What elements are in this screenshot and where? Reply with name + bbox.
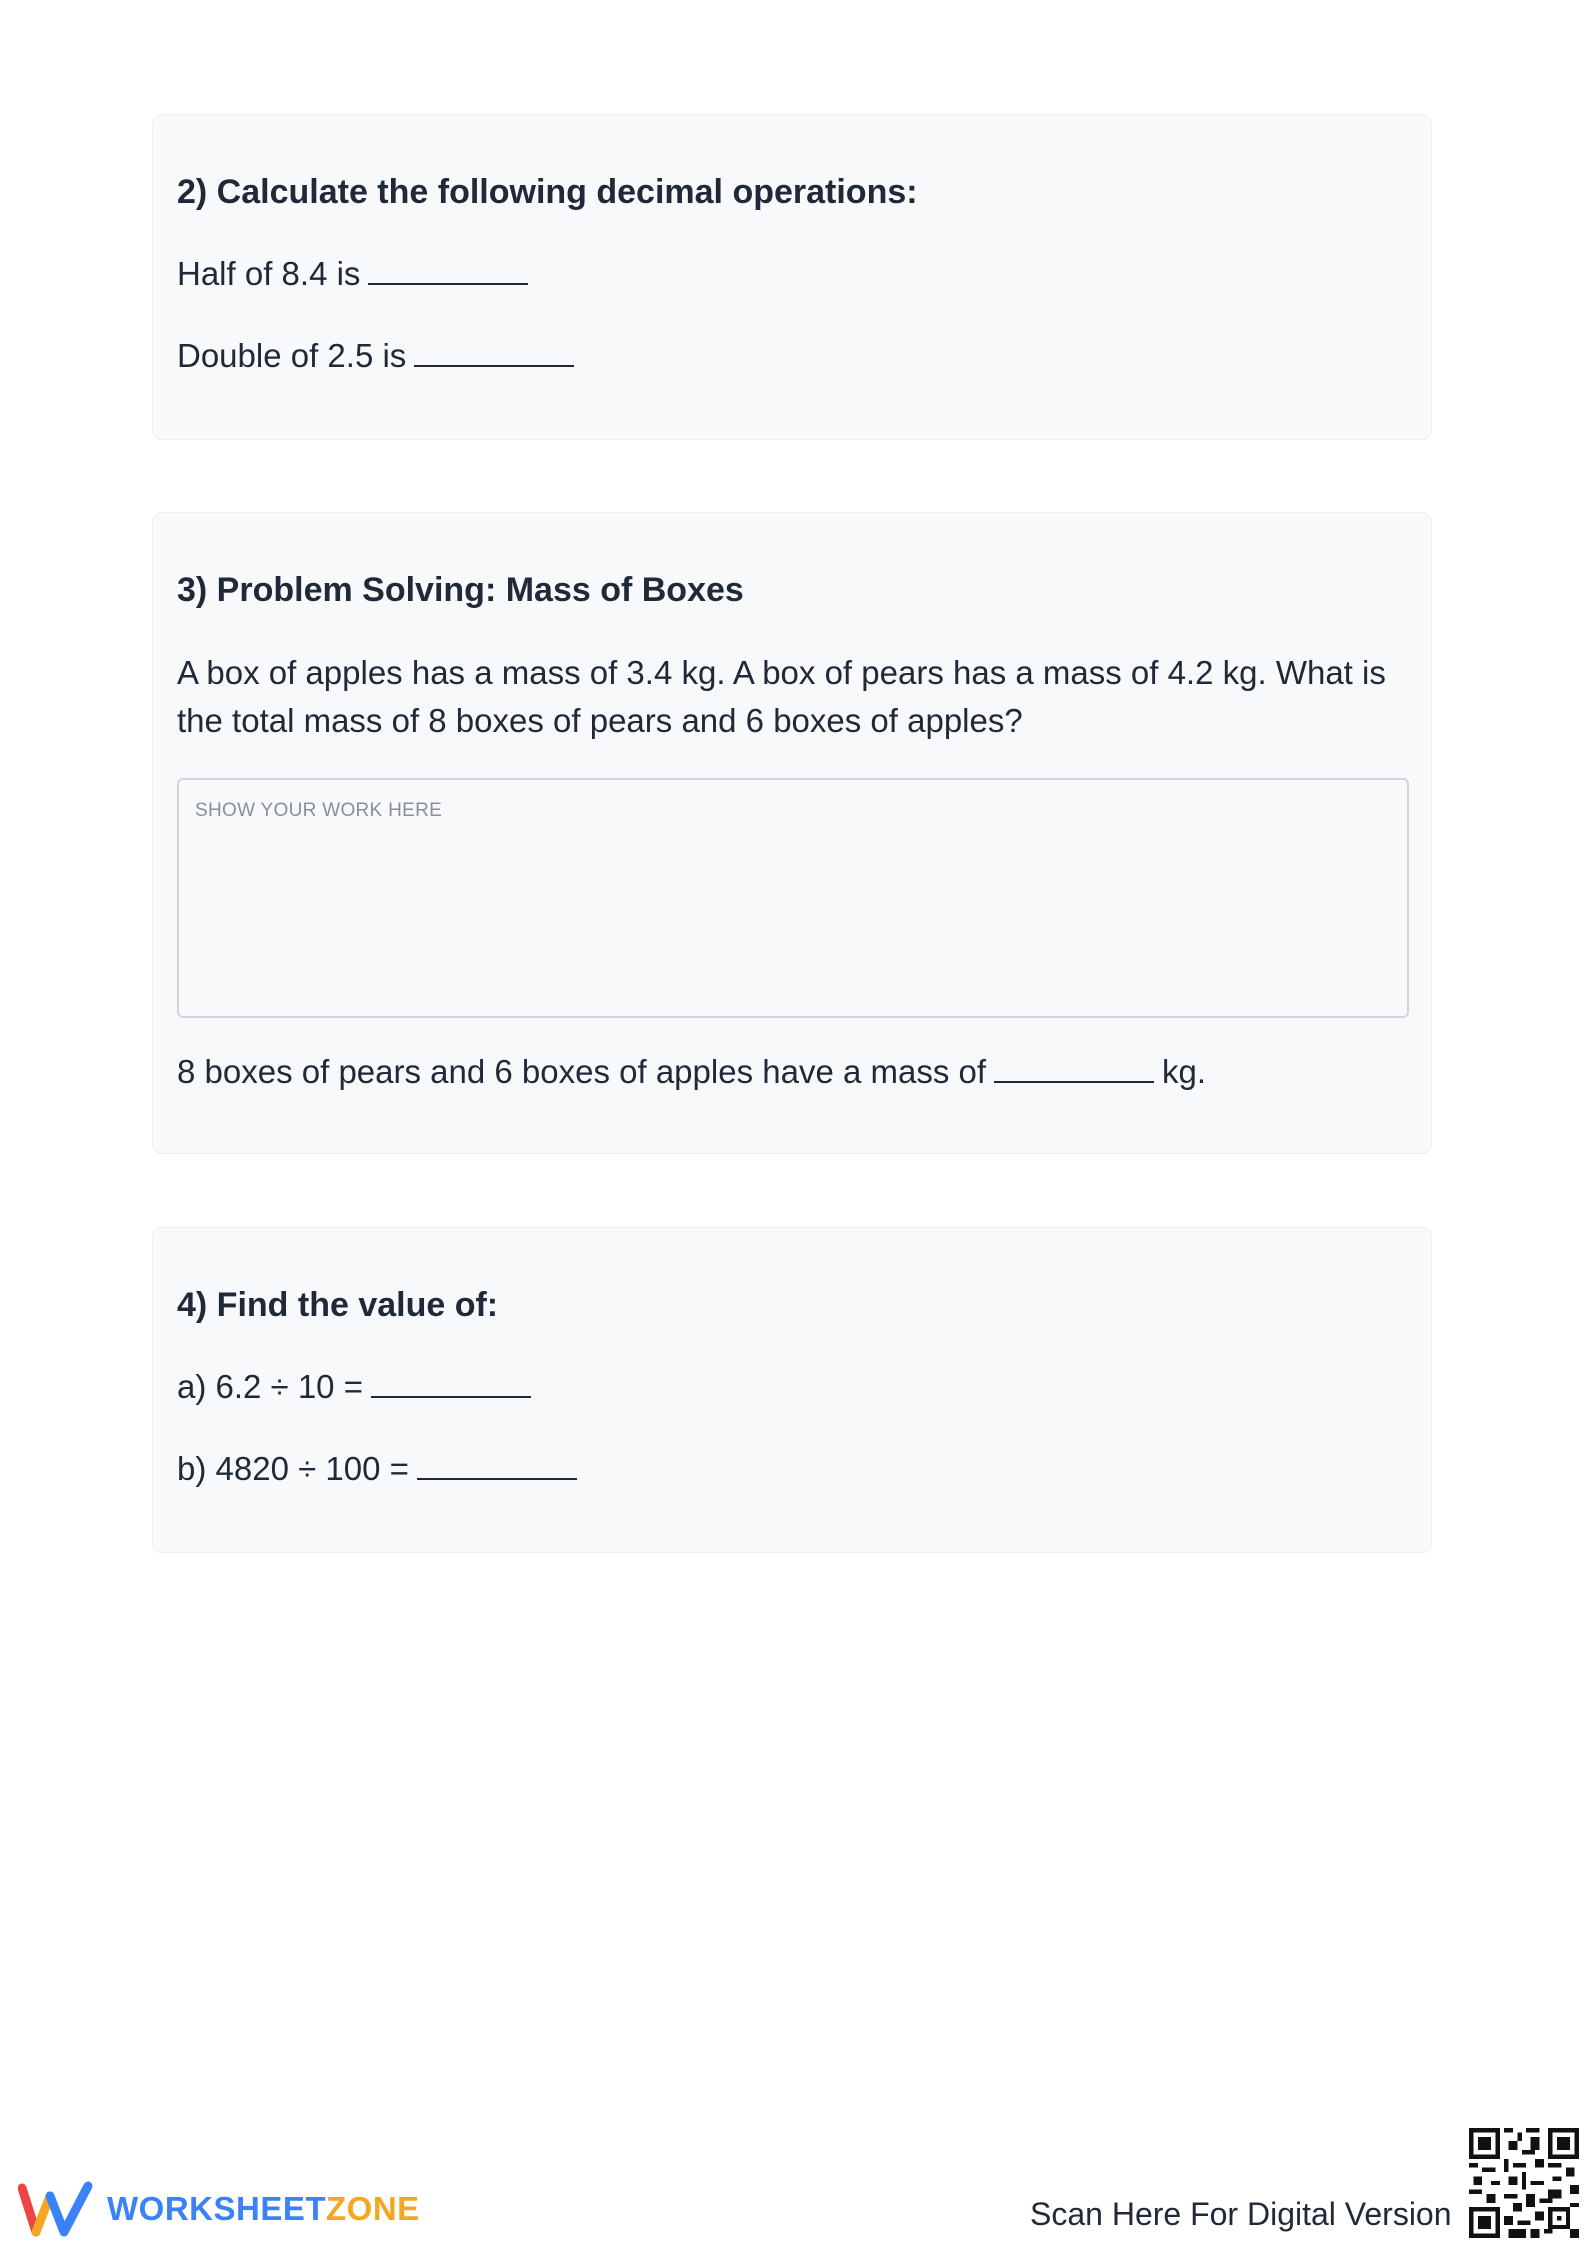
question-4-title: 4) Find the value of: (177, 1286, 499, 1324)
scan-text: Scan Here For Digital Version (1030, 2196, 1452, 2232)
question-4-line-a-text: a) 6.2 ÷ 10 = (177, 1368, 363, 1405)
question-2-line-1 (177, 253, 536, 293)
answer-blank[interactable] (371, 1366, 531, 1398)
question-3-paragraph: A box of apples has a mass of 3.4 kg. A box of pears has a mass of 4.2 kg. What is the total mass of 8 boxes of pears and 6 boxes of apples? (177, 654, 1386, 739)
question-2-card (152, 114, 1432, 440)
show-work-label: SHOW YOUR WORK HERE (195, 800, 443, 821)
question-4-line-a (177, 1366, 539, 1406)
brand-name (107, 2190, 420, 2228)
question-4-line-b-text: b) 4820 ÷ 100 = (177, 1450, 409, 1487)
show-work-box[interactable] (177, 778, 1409, 1018)
question-2-line-2 (177, 335, 582, 375)
answer-blank[interactable] (417, 1448, 577, 1480)
answer-blank[interactable] (368, 253, 528, 285)
question-3-title: 3) Problem Solving: Mass of Boxes (177, 571, 744, 609)
answer-blank[interactable] (414, 335, 574, 367)
brand-name-part-2: ZONE (326, 2190, 420, 2227)
question-3-answer-prefix: 8 boxes of pears and 6 boxes of apples have a mass of (177, 1053, 987, 1090)
answer-blank[interactable] (994, 1051, 1154, 1083)
worksheetzone-logo-icon (18, 2180, 98, 2240)
question-3-answer-line (177, 1051, 1206, 1091)
question-2-line-2-text: Double of 2.5 is (177, 337, 407, 374)
qr-code-icon[interactable] (1469, 2128, 1579, 2238)
brand-name-part-1: WORKSHEET (107, 2190, 326, 2227)
question-3-answer-unit: kg. (1162, 1053, 1207, 1090)
question-4-card (152, 1227, 1432, 1553)
question-2-line-1-text: Half of 8.4 is (177, 255, 361, 292)
question-3-card (152, 512, 1432, 1154)
question-2-title: 2) Calculate the following decimal operations: (177, 173, 918, 211)
question-4-line-b (177, 1448, 585, 1488)
